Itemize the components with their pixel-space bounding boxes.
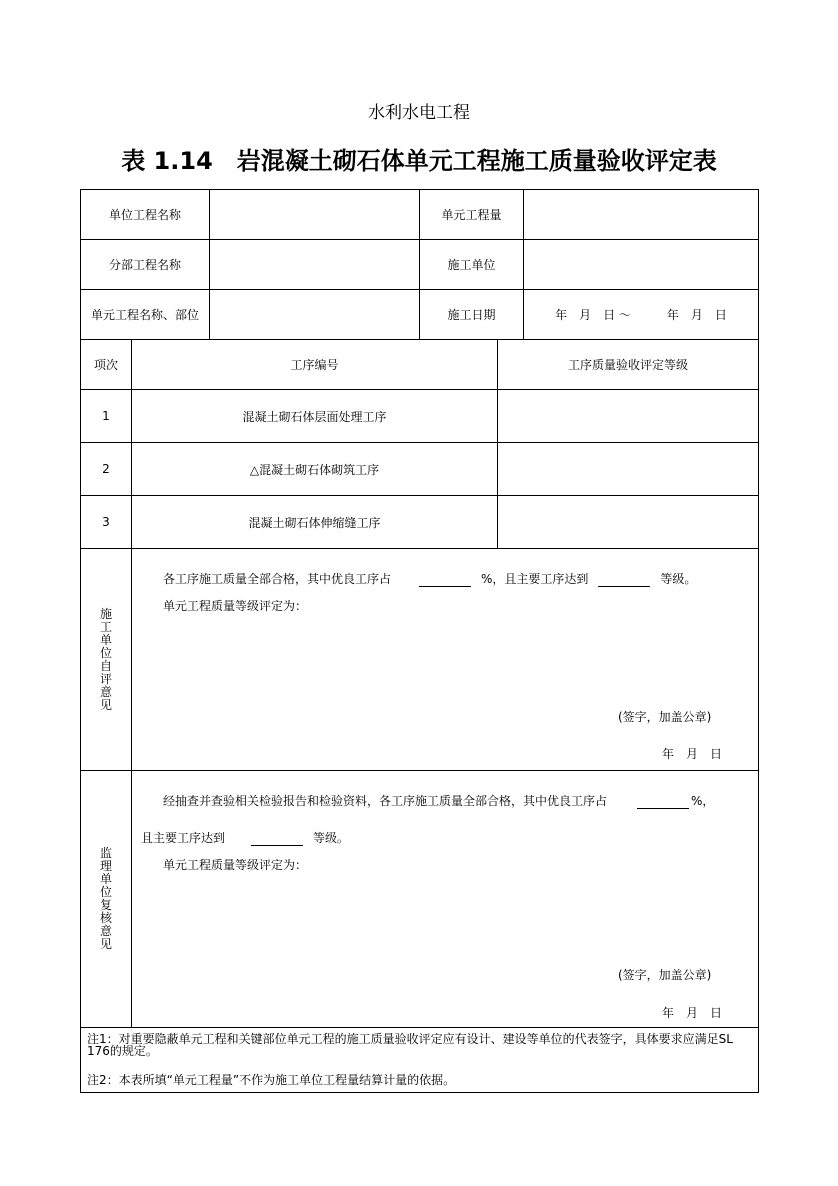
header-no: 项次 (80, 339, 132, 390)
self-eval-label-cell (80, 548, 132, 771)
sub-project-label: 分部工程名称 (80, 239, 210, 290)
unit-quantity-label: 单元工程量 (419, 189, 524, 240)
unit-quantity-field[interactable] (523, 189, 759, 240)
supervisor-date: 年 月 日 (662, 1006, 723, 1020)
date-field[interactable]: 年 月 日 ～ 年 月 日 (523, 289, 759, 340)
self-eval-date: 年 月 日 (662, 747, 723, 761)
excellent-rate-blank[interactable] (637, 796, 689, 809)
row-process: △混凝土砌石体砌筑工序 (131, 442, 498, 496)
unit-project-label: 单位工程名称 (80, 189, 210, 240)
supervisor-text: 等级。 (313, 831, 350, 845)
self-eval-text: 各工序施工质量全部合格，其中优良工序占 (163, 572, 392, 586)
self-eval-line2: 单元工程质量等级评定为： (163, 599, 308, 613)
row-process: 混凝土砌石体伸缩缝工序 (131, 495, 498, 549)
row-grade[interactable] (497, 442, 759, 496)
supervisor-text: 且主要工序达到 (141, 831, 226, 845)
supervisor-text: %， (691, 794, 715, 808)
self-eval-line1 (163, 570, 696, 587)
supervisor-sign: (签字，加盖公章) (618, 968, 712, 982)
excellent-rate-blank[interactable] (419, 574, 471, 587)
category-heading: 水利水电工程 (368, 103, 470, 123)
row-no: 1 (80, 389, 132, 443)
contractor-field[interactable] (523, 239, 759, 290)
date-label: 施工日期 (419, 289, 524, 340)
sub-project-field[interactable] (209, 239, 420, 290)
self-eval-label: 施工单位自评意见 (99, 606, 112, 712)
unit-project-field[interactable] (209, 189, 420, 240)
element-field[interactable] (209, 289, 420, 340)
supervisor-line1 (163, 792, 714, 809)
header-process: 工序编号 (131, 339, 498, 390)
row-no: 2 (80, 442, 132, 496)
row-grade[interactable] (497, 495, 759, 549)
supervisor-label-cell (80, 770, 132, 1028)
self-eval-text: %，且主要工序达到 (481, 572, 589, 586)
supervisor-line2 (141, 829, 349, 846)
row-no: 3 (80, 495, 132, 549)
note-1: 注1：对重要隐蔽单元工程和关键部位单元工程的施工质量验收评定应有设计、建设等单位的代表签字，具体要求应满足SL 176的规定。 (87, 1032, 733, 1058)
row-grade[interactable] (497, 389, 759, 443)
note-2: 注2：本表所填“单元工程量”不作为施工单位工程量结算计量的依据。 (87, 1073, 456, 1087)
row-process: 混凝土砌石体层面处理工序 (131, 389, 498, 443)
main-grade-blank[interactable] (251, 833, 303, 846)
self-eval-sign: (签字，加盖公章) (618, 710, 712, 724)
supervisor-label: 监理单位复核意见 (99, 846, 112, 951)
supervisor-text: 经抽查并查验相关检验报告和检验资料，各工序施工质量全部合格，其中优良工序占 (163, 794, 608, 808)
element-label: 单元工程名称、部位 (80, 289, 210, 340)
contractor-label: 施工单位 (419, 239, 524, 290)
header-grade: 工序质量验收评定等级 (497, 339, 759, 390)
main-grade-blank[interactable] (598, 574, 650, 587)
page-title: 表 1.14 岩混凝土砌石体单元工程施工质量验收评定表 (121, 147, 717, 175)
self-eval-text: 等级。 (660, 572, 697, 586)
supervisor-line3: 单元工程质量等级评定为： (163, 858, 308, 872)
